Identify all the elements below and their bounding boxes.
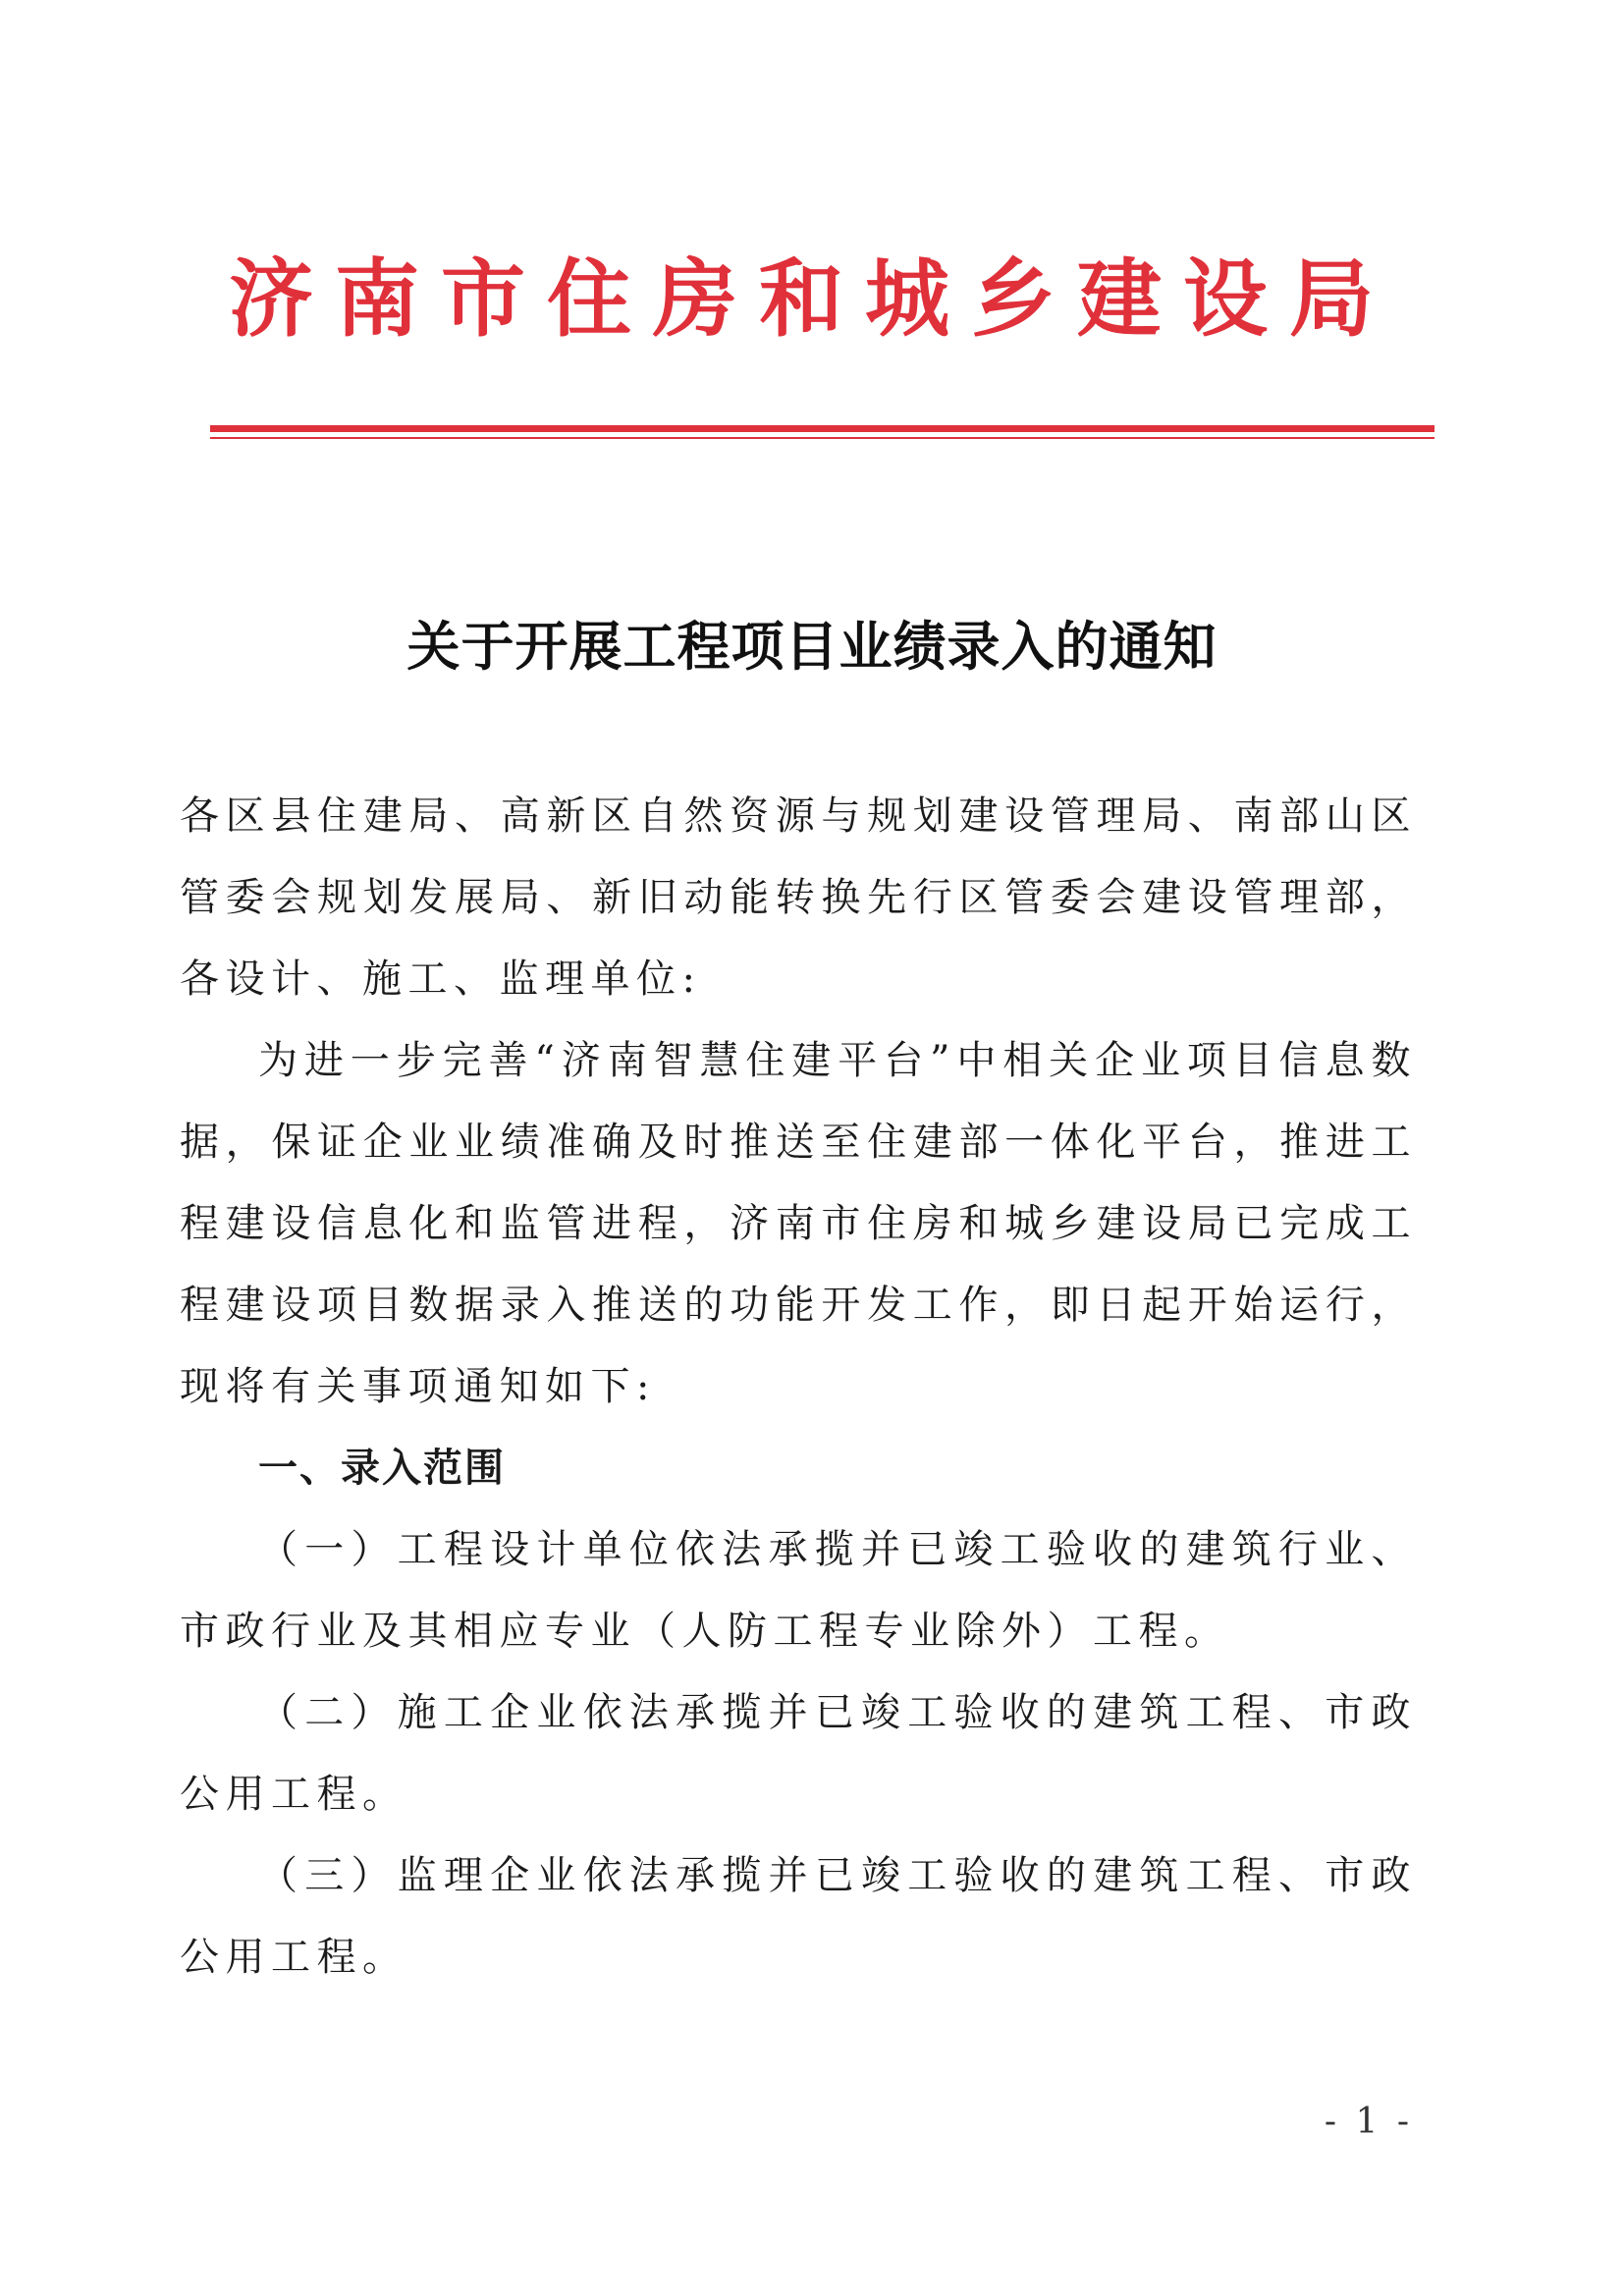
intro-paragraph: 为进一步完善“济南智慧住建平台”中相关企业项目信息数据，保证企业业绩准确及时推送至住建部一体化平台，推进工程建设信息化和监管进程，济南市住房和城乡建设局已完成工程建设项目数据录入推送的功能开发工作，即日起开始运行，现将有关事项通知如下: [180, 1038, 1417, 1409]
scope-item: （二）施工企业依法承揽并已竣工验收的建筑工程、市政公用工程。 [180, 1690, 1417, 1817]
header-red-rule-thick [210, 425, 1435, 432]
page-number: - 1 - [1324, 2102, 1413, 2142]
document-body [180, 776, 1417, 1998]
section-heading: 一、录入范围 [258, 1446, 506, 1491]
scope-item: （三）监理企业依法承揽并已竣工验收的建筑工程、市政公用工程。 [180, 1853, 1417, 1980]
addressee-paragraph: 各区县住建局、高新区自然资源与规划建设管理局、南部山区管委会规划发展局、新旧动能转换先行区管委会建设管理部，各设计、施工、监理单位: [180, 793, 1417, 1002]
header-red-rule-thin [210, 437, 1435, 439]
document-title: 关于开展工程项目业绩录入的通知 [406, 615, 1218, 678]
scope-item: （一）工程设计单位依法承揽并已竣工验收的建筑行业、市政行业及其相应专业（人防工程专业除外）工程。 [180, 1527, 1417, 1654]
issuing-authority-header: 济南市住房和城乡建设局 [229, 249, 1395, 349]
